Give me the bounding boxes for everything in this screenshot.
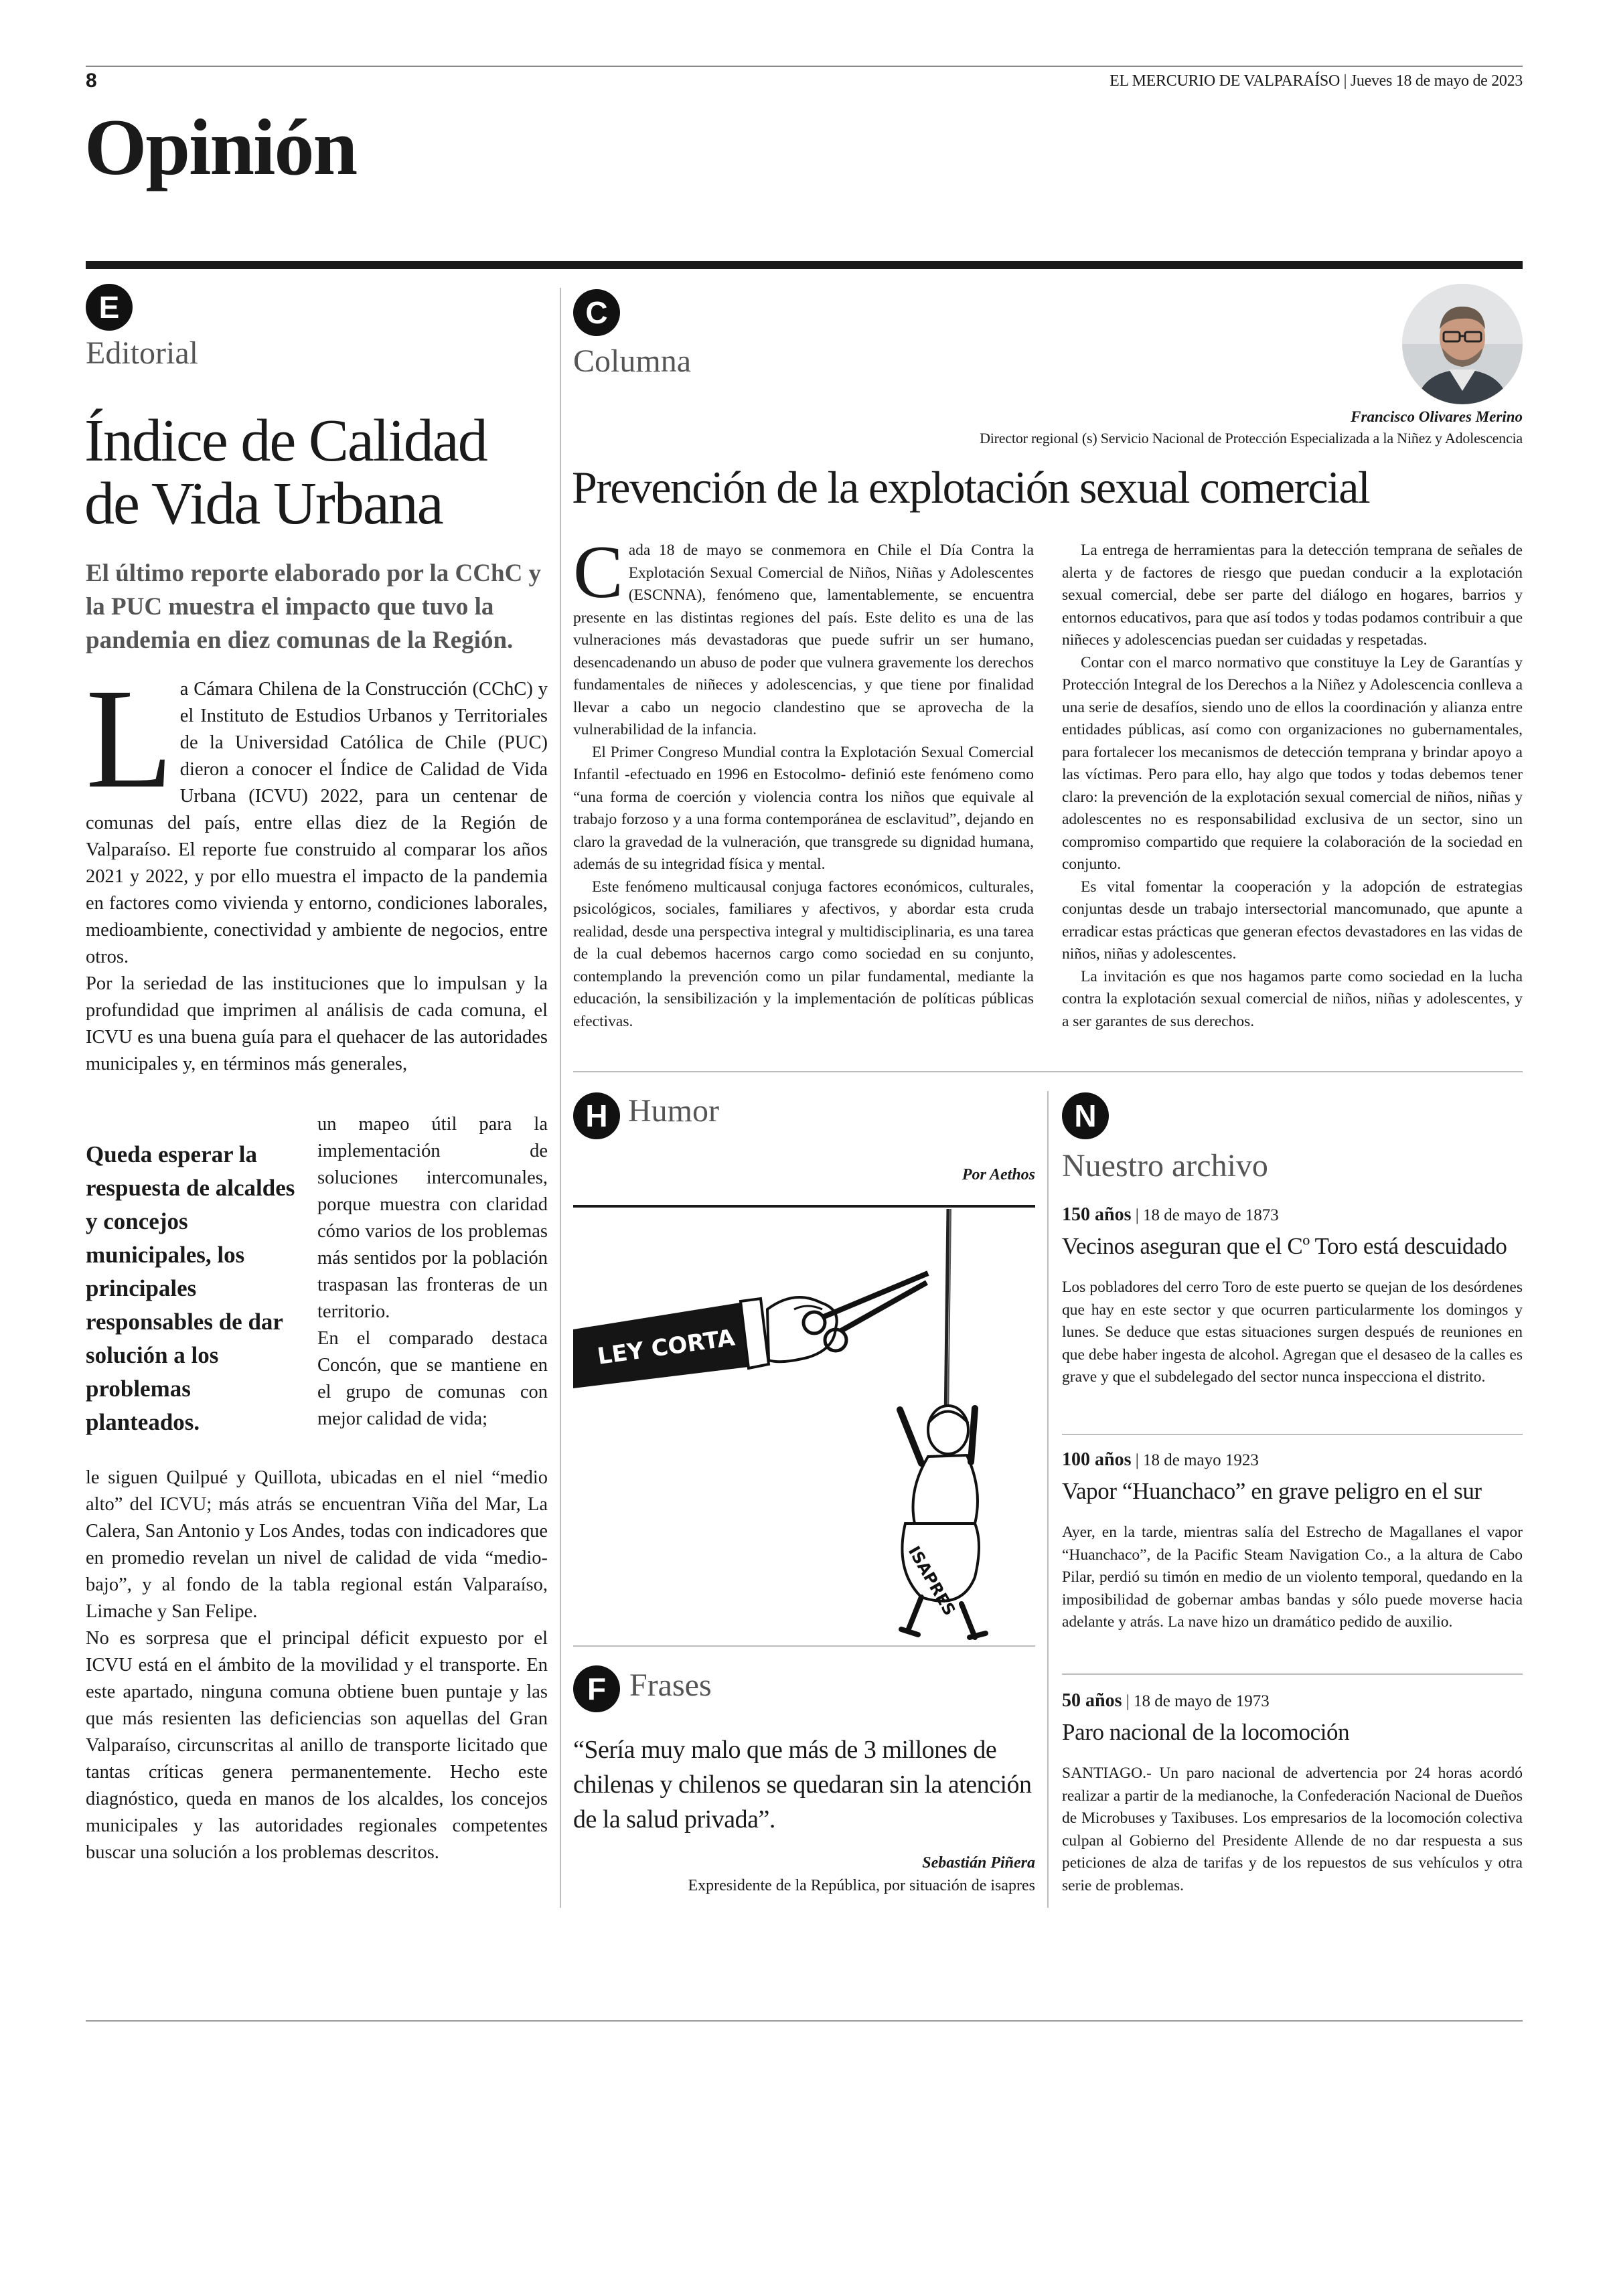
cartoon-illustration bbox=[573, 1209, 1035, 1644]
column-text-col2 bbox=[1062, 540, 1523, 1033]
editorial-dropcap: L bbox=[86, 659, 173, 818]
column-author-name: Francisco Olivares Merino bbox=[1351, 408, 1523, 425]
editorial-body-bottom bbox=[86, 1465, 548, 1866]
editorial-body-narrow bbox=[317, 1111, 548, 1432]
archivo-item-title: Vecinos aseguran que el Cº Toro está descuidado bbox=[1062, 1233, 1507, 1259]
archivo-item-title: Vapor “Huanchaco” en grave peligro en el sur bbox=[1062, 1478, 1482, 1504]
archivo-item-date: | 18 de mayo de 1973 bbox=[1126, 1692, 1270, 1710]
editorial-badge: E bbox=[86, 284, 133, 331]
top-rule bbox=[86, 66, 1523, 67]
column-col2-p1: La entrega de herramientas para la detección temprana de señales de alerta y de factores de riesgo que puedan conducir a la explotación sexual comercial, debe ser parte del diálogo en hogares, barrios y entornos educativos, para que así todos y todas podamos contribuir a que niñeces y adolescencias puedan ser cuidadas y respetadas. bbox=[1062, 542, 1523, 649]
column-headline: Prevención de la explotación sexual comercial bbox=[572, 462, 1370, 513]
editorial-para2: Por la seriedad de las instituciones que lo impulsan y la profundidad que imprimen al análisis de cada comuna, el ICVU es una buena guía para el quehacer de las autoridades municipales y, en términos más generales, bbox=[86, 973, 548, 1074]
archivo-divider-2 bbox=[1062, 1673, 1523, 1675]
editorial-para3-rest: le siguen Quilpué y Quillota, ubicadas en el niel “medio alto” del ICVU; más atrás se encuentran Viña del Mar, La Calera, San Antonio y Los Andes, todas con indicadores que en promedio revelan un nivel de calidad de vida “medio-bajo”, y al fondo de la tabla regional están Valparaíso, Limache y San Felipe. bbox=[86, 1467, 548, 1622]
archivo-label: Nuestro archivo bbox=[1062, 1148, 1268, 1183]
cartoon-sleeve-text: LEY CORTA bbox=[595, 1324, 737, 1370]
humor-credit: Por Aethos bbox=[962, 1166, 1035, 1183]
archivo-item-date: | 18 de mayo de 1873 bbox=[1135, 1206, 1279, 1224]
archivo-divider-1 bbox=[1062, 1434, 1523, 1435]
column-col2-p3: Es vital fomentar la cooperación y la adopción de estrategias conjuntas desde un trabajo intersectorial mancomunado, que apunte a erradicar estas prácticas que generan efectos devastadores en las vidas de niños, niñas y adolescentes. bbox=[1062, 878, 1523, 963]
thick-rule bbox=[86, 261, 1523, 269]
editorial-para4: No es sorpresa que el principal déficit expuesto por el ICVU está en el ámbito de la movilidad y el transporte. En este apartado, ninguna comuna obtiene buen puntaje y las que más resienten las deficiencias son aquellas del Gran Valparaíso, circunscritas al anillo de transporte licitado que tantas críticas genera permanentemente. Hecho este diagnóstico, queda en manos de los alcaldes, los concejos municipales y las autoridades regionales competentes buscar una solución a los problemas descritos. bbox=[86, 1628, 548, 1863]
column-text-col1 bbox=[573, 531, 1034, 1033]
editorial-headline bbox=[84, 410, 553, 536]
archivo-item-dateline bbox=[1062, 1690, 1523, 1713]
archivo-item-dateline bbox=[1062, 1449, 1523, 1472]
cartoon-icon bbox=[573, 1209, 1035, 1644]
column-col1-p1: ada 18 de mayo se conmemora en Chile el Día Contra la Explotación Sexual Comercial de Niños, Niñas y Adolescentes (ESCNNA), fenómeno que, lamentablemente, se encuentra presente en las distintas regiones del país. Este delito es una de las vulneraciones más devastadoras que puede sufrir un ser humano, desencadenando un abuso de poder que vulnera gravemente los derechos fundamentales de niñeces y adolescencias, y que tiene por finalidad llevar a cabo un negocio clandestino que se aprovecha de la vulnerabilidad de la infancia. bbox=[573, 542, 1034, 738]
archivo-badge: N bbox=[1062, 1092, 1109, 1139]
editorial-pullquote: Queda esperar la respuesta de alcaldes y concejos municipales, los principales responsables de dar solución a los problemas planteados. bbox=[86, 1141, 295, 1435]
editorial-body-top bbox=[86, 659, 548, 1078]
editorial-headline-line1: Índice de Calidad bbox=[84, 408, 487, 474]
column-badge: C bbox=[573, 289, 620, 336]
editorial-headline-line2: de Vida Urbana bbox=[84, 471, 443, 537]
archivo-item-title: Paro nacional de la locomoción bbox=[1062, 1719, 1350, 1745]
archivo-item-text: Ayer, en la tarde, mientras salía del Estrecho de Magallanes el vapor “Huanchaco”, de la Pacific Steam Navigation Co., a la altura de Cabo Pilar, perdió su timón en medio de un violento temporal, quedando en la imposibilidad de gobernar ambas bandas y sólo puede moverse hacia adelante y atrás. La nave hizo un dramático pedido de auxilio. bbox=[1062, 1524, 1523, 1631]
archivo-item bbox=[1062, 1204, 1523, 1389]
column-col2-p2: Contar con el marco normativo que constituye la Ley de Garantías y Protección Integral de los Derechos a la Niñez y Adolescencia conlleva a una serie de desafíos, siendo uno de ellos la coordinación y alianza entre entidades públicas, así como con organizaciones no gubernamentales, para fortalecer los mecanismos de detección temprana y brindar apoyo a las víctimas. Pero para ello, hay algo que todos y todas debemos tener claro: la prevención de la explotación sexual comercial de niños, niñas y adolescentes no es responsabilidad exclusiva de un sector, sino un compromiso compartido que requiere la colaboración de la sociedad en conjunto. bbox=[1062, 653, 1523, 873]
column-label: Columna bbox=[573, 343, 691, 379]
editorial-para2-cont: un mapeo útil para la implementación de soluciones intercomunales, porque muestra con claridad cómo varios de los problemas más sentidos por la población traspasan las fronteras de un territorio. bbox=[317, 1114, 548, 1322]
column-divider-left bbox=[560, 288, 561, 1908]
column-col2-p4: La invitación es que nos hagamos parte como sociedad en la lucha contra la explotación sexual comercial de niños, niñas y adolescentes, y a ser garantes de sus derechos. bbox=[1062, 967, 1523, 1030]
humor-cartoon-rule bbox=[573, 1205, 1035, 1208]
humor-bottom-rule bbox=[573, 1645, 1035, 1647]
editorial-para3-start: En el comparado destaca Concón, que se mantiene en el grupo de comunas con mejor calidad de vida; bbox=[317, 1328, 548, 1429]
column-bottom-rule bbox=[573, 1071, 1523, 1072]
frases-author-desc: Expresidente de la República, por situación de isapres bbox=[688, 1877, 1035, 1894]
archivo-item bbox=[1062, 1690, 1523, 1897]
author-photo bbox=[1402, 284, 1523, 404]
humor-label: Humor bbox=[628, 1093, 719, 1129]
column-divider-right bbox=[1047, 1091, 1049, 1908]
cartoon-bag-text: ISAPRES bbox=[904, 1543, 960, 1619]
author-photo-icon bbox=[1402, 284, 1523, 404]
humor-badge: H bbox=[573, 1092, 620, 1139]
archivo-item-date: | 18 de mayo 1923 bbox=[1135, 1451, 1259, 1469]
column-col1-p3: Este fenómeno multicausal conjuga factores económicos, culturales, psicológicos, sociales, familiares y afectivos, y abordar esta cruda realidad, desde una perspectiva integral y multidisciplinaria, es una tarea de la cual debemos hacernos cargo como sociedad en su conjunto, contemplando la prevención como un pilar fundamental, mediante la educación, la sensibilización y la implementación de políticas públicas efectivas. bbox=[573, 878, 1034, 1030]
archivo-item bbox=[1062, 1449, 1523, 1634]
frases-badge: F bbox=[573, 1665, 620, 1712]
masthead: EL MERCURIO DE VALPARAÍSO | Jueves 18 de mayo de 2023 bbox=[1109, 72, 1523, 90]
frases-author: Sebastián Piñera bbox=[922, 1854, 1035, 1872]
column-col1-p2: El Primer Congreso Mundial contra la Explotación Sexual Comercial Infantil -efectuado en 1996 en Estocolmo- definió este fenómeno como “una forma de coerción y violencia contra los niños que equivale al trabajo forzoso y a una forma contemporánea de esclavitud”, dejando en claro la gravedad de la vulneración, que transgrede su dignidad humana, además de su integridad física y mental. bbox=[573, 743, 1034, 873]
archivo-item-dateline bbox=[1062, 1204, 1523, 1227]
editorial-label: Editorial bbox=[86, 335, 198, 371]
section-title: Opinión bbox=[84, 102, 357, 191]
bottom-rule bbox=[86, 2020, 1523, 2022]
archivo-item-years: 150 años bbox=[1062, 1204, 1132, 1225]
frases-label: Frases bbox=[629, 1667, 712, 1703]
archivo-item-text: SANTIAGO.- Un paro nacional de advertencia por 24 horas acordó realizar a partir de la medianoche, la Confederación Nacional de Dueños de Microbuses y Taxibuses. Los empresarios de la locomoción colectiva culpan al Gobierno del Presidente Allende de no dar respuesta a sus peticiones de alza de tarifas y de los repuestos de sus vehículos y otra serie de problemas. bbox=[1062, 1765, 1523, 1894]
archivo-item-text: Los pobladores del cerro Toro de este puerto se quejan de los desórdenes que hay en este sector y que ocurren particularmente los domingos y lunes. Se deduce que estas situaciones surgen después de reuniones en que debe haber ingesta de alcohol. Agregan que el desaseo de la calles es grave y que el subdelegado del sector nunca inspecciona el distrito. bbox=[1062, 1279, 1523, 1386]
editorial-deck: El último reporte elaborado por la CChC y la PUC muestra el impacto que tuvo la pandemia en diez comunas de la Región. bbox=[86, 560, 542, 654]
column-author-title: Director regional (s) Servicio Nacional de Protección Especializada a la Niñez y Adolescencia bbox=[980, 430, 1523, 446]
archivo-item-years: 100 años bbox=[1062, 1449, 1132, 1470]
page-number: 8 bbox=[86, 70, 97, 92]
archivo-item-years: 50 años bbox=[1062, 1690, 1122, 1711]
column-dropcap: C bbox=[573, 531, 623, 614]
editorial-para1: a Cámara Chilena de la Construcción (CChC) y el Instituto de Estudios Urbanos y Territoriales de la Universidad Católica de Chile (PUC) dieron a conocer el Índice de Calidad de Vida Urbana (ICVU) 2022, para un centenar de comunas del país, entre ellas diez de la Región de Valparaíso. El reporte fue construido al comparar los años 2021 y 2022, y por ello muestra el impacto de la pandemia en factores como vivienda y entorno, condiciones laborales, medioambiente, conectividad y ambiente de negocios, entre otros. bbox=[86, 679, 548, 967]
frases-quote: “Sería muy malo que más de 3 millones de chilenas y chilenos se quedaran sin la atención de la salud privada”. bbox=[573, 1736, 1032, 1833]
